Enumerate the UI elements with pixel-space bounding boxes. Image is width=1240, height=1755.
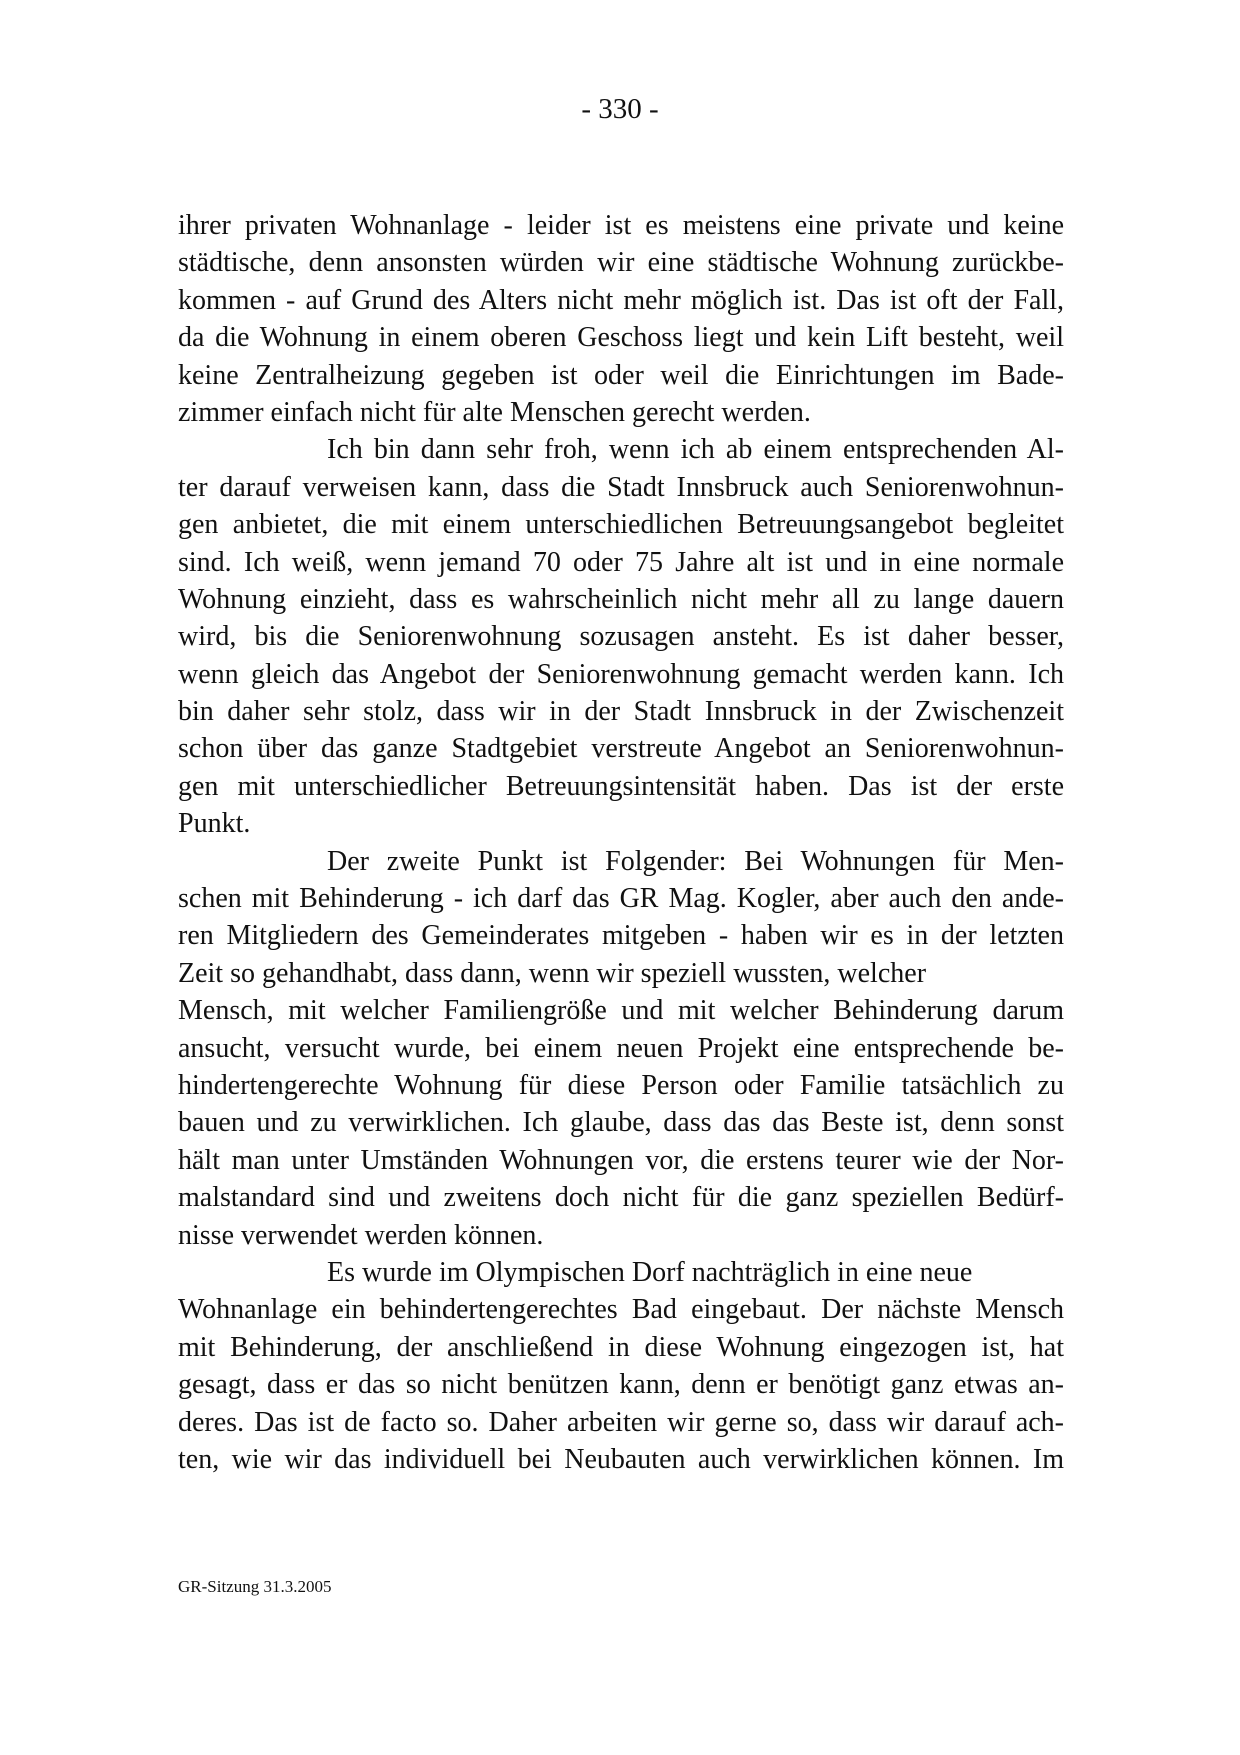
text-line: ihrer privaten Wohnanlage - leider ist es meistens eine private und keine — [178, 210, 1064, 241]
text-line: gen mit unterschiedlicher Betreuungsintensität haben. Das ist der erste — [178, 770, 1064, 802]
text-line: keine Zentralheizung gegeben ist oder weil die Einrichtungen im Bade- — [178, 359, 1064, 391]
paragraph — [178, 431, 1064, 842]
text-line: schen mit Behinderung - ich darf das GR Mag. Kogler, aber auch den ande- — [178, 883, 1064, 915]
text-line: hindertengerechte Wohnung für diese Person oder Familie tatsächlich zu — [178, 1069, 1064, 1101]
text-line: sind. Ich weiß, wenn jemand 70 oder 75 Jahre alt ist und in eine normale — [178, 546, 1064, 578]
paragraph — [178, 1254, 1064, 1478]
text-line: Wohnung einzieht, dass es wahrscheinlich nicht mehr all zu lange dauern — [178, 583, 1064, 615]
text-line: Wohnanlage ein behindertengerechtes Bad eingebaut. Der nächste Mensch — [178, 1294, 1064, 1326]
text-line: ter darauf verweisen kann, dass die Stadt Innsbruck auch Seniorenwohnun- — [178, 471, 1064, 503]
text-line: mit Behinderung, der anschließend in diese Wohnung eingezogen ist, hat — [178, 1331, 1064, 1363]
text-line: zimmer einfach nicht für alte Menschen gerecht werden. — [178, 396, 811, 428]
text-line: schon über das ganze Stadtgebiet verstreute Angebot an Seniorenwohnun- — [178, 733, 1064, 765]
text-line: da die Wohnung in einem oberen Geschoss liegt und kein Lift besteht, weil — [178, 322, 1064, 354]
body-text — [178, 207, 1064, 1478]
text-line: malstandard sind und zweitens doch nicht für die ganz speziellen Bedürf- — [178, 1182, 1064, 1214]
text-line: städtische, denn ansonsten würden wir eine städtische Wohnung zurückbe- — [178, 247, 1064, 279]
paragraph — [178, 843, 1064, 1254]
text-line: Mensch, mit welcher Familiengröße und mit welcher Behinderung darum — [178, 995, 1064, 1027]
text-line: ren Mitgliedern des Gemeinderates mitgeben - haben wir es in der letzten — [178, 920, 1064, 952]
text-line: Ich bin dann sehr froh, wenn ich ab einem entsprechenden Al- — [327, 434, 1064, 466]
text-line: wird, bis die Seniorenwohnung sozusagen ansteht. Es ist daher besser, — [178, 621, 1064, 653]
text-line: nisse verwendet werden können. — [178, 1219, 544, 1251]
text-line: bin daher sehr stolz, dass wir in der Stadt Innsbruck in der Zwischenzeit — [178, 696, 1064, 728]
text-line: Zeit so gehandhabt, dass dann, wenn wir speziell wussten, welcher — [178, 957, 927, 989]
text-line: ansucht, versucht wurde, bei einem neuen Projekt eine entsprechende be- — [178, 1032, 1064, 1064]
footer-session-date: GR-Sitzung 31.3.2005 — [178, 1577, 332, 1596]
text-line: Der zweite Punkt ist Folgender: Bei Wohnungen für Men- — [327, 845, 1064, 877]
text-line: ten, wie wir das individuell bei Neubauten auch verwirklichen können. Im — [178, 1443, 1064, 1475]
page-number: - 330 - — [581, 93, 659, 125]
paragraph — [178, 207, 1064, 431]
text-line: hält man unter Umständen Wohnungen vor, die erstens teurer wie der Nor- — [178, 1144, 1064, 1176]
text-line: bauen und zu verwirklichen. Ich glaube, dass das das Beste ist, denn sonst — [178, 1107, 1064, 1139]
text-line: Punkt. — [178, 808, 251, 840]
text-line: wenn gleich das Angebot der Seniorenwohnung gemacht werden kann. Ich — [178, 658, 1064, 690]
text-line: deres. Das ist de facto so. Daher arbeiten wir gerne so, dass wir darauf ach- — [178, 1406, 1064, 1438]
text-line: kommen - auf Grund des Alters nicht mehr möglich ist. Das ist oft der Fall, — [178, 284, 1064, 316]
text-line: gesagt, dass er das so nicht benützen kann, denn er benötigt ganz etwas an- — [178, 1369, 1064, 1401]
text-line: gen anbietet, die mit einem unterschiedlichen Betreuungsangebot begleitet — [178, 509, 1064, 541]
text-line: Es wurde im Olympischen Dorf nachträglich in eine neue — [327, 1256, 973, 1288]
